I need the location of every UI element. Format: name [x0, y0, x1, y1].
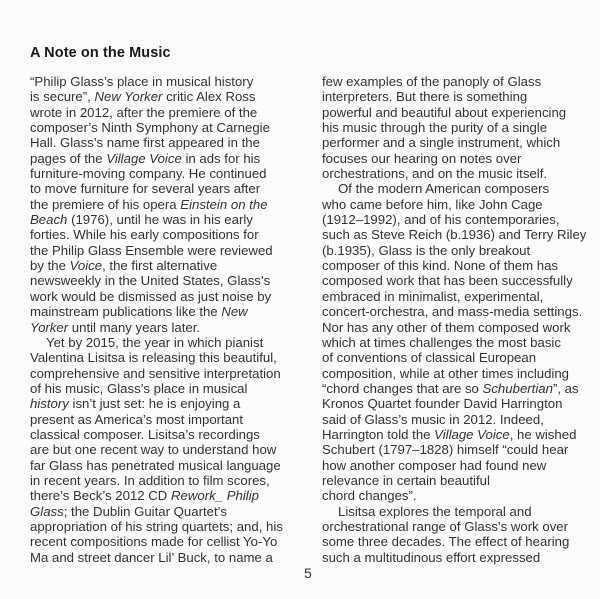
- right-text-column: [322, 74, 597, 565]
- text-run: few examples of the panoply of Glass: [322, 74, 542, 89]
- text-run: such as Steve Reich (b.1936) and Terry Riley: [322, 227, 587, 243]
- text-line: [322, 504, 597, 519]
- text-run: there’s Beck’s 2012 CD: [30, 488, 171, 504]
- text-line: [30, 89, 300, 104]
- text-line: [322, 473, 597, 488]
- text-line: [322, 335, 597, 350]
- text-line: [30, 197, 300, 212]
- text-line: [322, 258, 597, 273]
- text-run: work would be dismissed as just noise by: [30, 288, 272, 304]
- text-run: Valentina Lisitsa is releasing this beautiful,: [30, 350, 277, 366]
- italic-text: Village Voice: [106, 150, 182, 166]
- text-line: [30, 74, 300, 89]
- text-run: the Philip Glass Ensemble were reviewed: [30, 242, 273, 258]
- text-run: pages of the: [30, 150, 107, 166]
- text-line: [322, 381, 597, 396]
- text-line: [30, 427, 300, 442]
- text-run: composer’s Ninth Symphony at Carnegie: [30, 120, 270, 136]
- text-run: recent compositions made for cellist Yo-Yo: [30, 534, 278, 550]
- text-line: [322, 427, 597, 442]
- text-line: [322, 550, 597, 565]
- text-line: [30, 289, 300, 304]
- text-line: [322, 212, 597, 227]
- text-line: [30, 473, 300, 488]
- text-line: [30, 412, 300, 427]
- text-line: [30, 320, 300, 335]
- text-run: to move furniture for several years after: [30, 181, 261, 197]
- text-line: [322, 181, 597, 196]
- text-line: [30, 151, 300, 166]
- text-run: who came before him, like John Cage: [322, 196, 543, 212]
- text-line: [30, 519, 300, 534]
- italic-text: New Yorker: [94, 89, 163, 105]
- text-line: [30, 504, 300, 519]
- text-line: [322, 135, 597, 150]
- text-line: [322, 227, 597, 242]
- text-run: composition, while at other times including: [322, 365, 570, 381]
- text-run: “chord changes that are so: [322, 380, 483, 396]
- text-run: which at times challenges the most basic: [322, 334, 561, 350]
- text-line: [322, 166, 597, 181]
- text-run: Harrington told the: [322, 426, 435, 442]
- text-line: [322, 74, 597, 89]
- text-run: Kronos Quartet founder David Harrington: [322, 396, 563, 412]
- text-line: [30, 534, 300, 549]
- text-run: far Glass has penetrated musical language: [30, 457, 281, 473]
- text-line: [322, 320, 597, 335]
- text-line: [30, 135, 300, 150]
- text-line: [322, 458, 597, 473]
- italic-text: history: [30, 396, 69, 412]
- text-run: are but one recent way to understand how: [30, 442, 277, 458]
- italic-text: Voice: [69, 258, 103, 274]
- text-run: powerful and beautiful about experiencing: [322, 104, 567, 120]
- text-run: (1912–1992), and of his contemporaries,: [322, 212, 560, 228]
- text-run: performer and a single instrument, which: [322, 135, 561, 151]
- italic-text: Einstein on the: [180, 196, 268, 212]
- text-run: is secure”,: [30, 89, 95, 105]
- text-line: [322, 488, 597, 503]
- text-line: [30, 258, 300, 273]
- text-run: composer of this kind. None of them has: [322, 258, 559, 274]
- text-run: , he wished: [509, 426, 577, 442]
- text-line: [322, 89, 597, 104]
- left-text-column: [30, 74, 300, 565]
- text-line: [30, 366, 300, 381]
- italic-text: Schubertian: [482, 380, 553, 396]
- text-run: ”, as: [552, 380, 579, 396]
- text-run: until many years later.: [68, 319, 201, 335]
- text-line: [30, 488, 300, 503]
- page-number: 5: [304, 565, 312, 581]
- text-run: by the: [30, 258, 70, 274]
- italic-text: Rework_ Philip: [171, 488, 259, 504]
- text-line: [30, 181, 300, 196]
- text-line: [30, 350, 300, 365]
- text-run: focuses our hearing on notes over: [322, 150, 522, 166]
- text-run: , the first alternative: [102, 258, 218, 274]
- text-run: isn’t just set: he is enjoying a: [68, 396, 241, 412]
- italic-text: New: [221, 304, 248, 320]
- text-run: Schubert (1797–1828) himself “could hear: [322, 442, 569, 458]
- text-line: [30, 458, 300, 473]
- text-run: Nor has any other of them composed work: [322, 319, 571, 335]
- text-run: Yet by 2015, the year in which pianist: [46, 334, 264, 350]
- text-run: classical composer. Lisitsa’s recordings: [30, 426, 260, 442]
- italic-text: Yorker: [30, 319, 69, 335]
- text-run: said of Glass’s music in 2012. Indeed,: [322, 411, 544, 427]
- text-run: relevance in certain beautiful: [322, 472, 490, 488]
- text-line: [30, 381, 300, 396]
- text-run: Lisitsa explores the temporal and: [338, 503, 532, 519]
- text-run: (b.1935), Glass is the only breakout: [322, 242, 531, 258]
- text-line: [30, 304, 300, 319]
- text-run: critic Alex Ross: [162, 89, 256, 105]
- text-line: [322, 105, 597, 120]
- text-run: embraced in minimalist, experimental,: [322, 288, 544, 304]
- text-line: [322, 519, 597, 534]
- text-run: (1976), until he was in his early: [67, 212, 253, 228]
- text-run: interpreters. But there is something: [322, 89, 528, 105]
- text-run: furniture-moving company. He continued: [30, 166, 267, 182]
- text-line: [322, 120, 597, 135]
- text-run: present as America’s most important: [30, 411, 244, 427]
- text-run: “Philip Glass’s place in musical history: [30, 74, 254, 89]
- italic-text: Village Voice: [434, 426, 510, 442]
- italic-text: Glass: [30, 503, 64, 519]
- text-line: [322, 396, 597, 411]
- text-run: appropriation of his string quartets; and, his: [30, 518, 283, 534]
- text-line: [322, 534, 597, 549]
- text-line: [30, 105, 300, 120]
- text-run: his music through the purity of a single: [322, 120, 548, 136]
- text-run: Ma and street dancer Lil’ Buck, to name a: [30, 549, 273, 565]
- text-line: [322, 350, 597, 365]
- text-run: in ads for his: [181, 150, 261, 166]
- text-line: [30, 442, 300, 457]
- text-run: such a multitudinous effort expressed: [322, 549, 541, 565]
- text-line: [30, 550, 300, 565]
- text-line: [322, 366, 597, 381]
- text-line: [322, 289, 597, 304]
- text-run: Hall. Glass’s name first appeared in the: [30, 135, 260, 151]
- text-run: orchestrational range of Glass’s work over: [322, 518, 569, 534]
- text-line: [322, 442, 597, 457]
- text-run: chord changes”.: [322, 488, 417, 504]
- text-line: [30, 120, 300, 135]
- text-run: of his music, Glass’s place in musical: [30, 380, 248, 396]
- text-run: forties. While his early compositions for: [30, 227, 259, 243]
- text-line: [322, 243, 597, 258]
- text-line: [322, 412, 597, 427]
- text-run: some three decades. The effect of hearing: [322, 534, 570, 550]
- section-heading: A Note on the Music: [30, 45, 171, 61]
- text-line: [30, 212, 300, 227]
- text-run: composed work that has been successfully: [322, 273, 573, 289]
- text-run: how another composer had found new: [322, 457, 547, 473]
- text-line: [322, 197, 597, 212]
- text-run: comprehensive and sensitive interpretation: [30, 365, 281, 381]
- text-line: [30, 227, 300, 242]
- text-run: Of the modern American composers: [338, 181, 550, 197]
- text-line: [30, 243, 300, 258]
- text-run: ; the Dublin Guitar Quartet’s: [63, 503, 227, 519]
- text-run: of conventions of classical European: [322, 350, 537, 366]
- text-line: [30, 335, 300, 350]
- text-line: [30, 273, 300, 288]
- italic-text: Beach: [30, 212, 68, 228]
- text-run: newsweekly in the United States, Glass’s: [30, 273, 271, 289]
- text-run: concert-orchestra, and mass-media settings.: [322, 304, 583, 320]
- text-run: in recent years. In addition to film scores,: [30, 472, 270, 488]
- text-line: [30, 396, 300, 411]
- text-line: [322, 273, 597, 288]
- text-run: orchestrations, and on the music itself.: [322, 166, 548, 182]
- text-line: [322, 304, 597, 319]
- text-run: mainstream publications like the: [30, 304, 222, 320]
- text-line: [322, 151, 597, 166]
- text-run: the premiere of his opera: [30, 196, 181, 212]
- text-run: wrote in 2012, after the premiere of the: [30, 104, 258, 120]
- text-line: [30, 166, 300, 181]
